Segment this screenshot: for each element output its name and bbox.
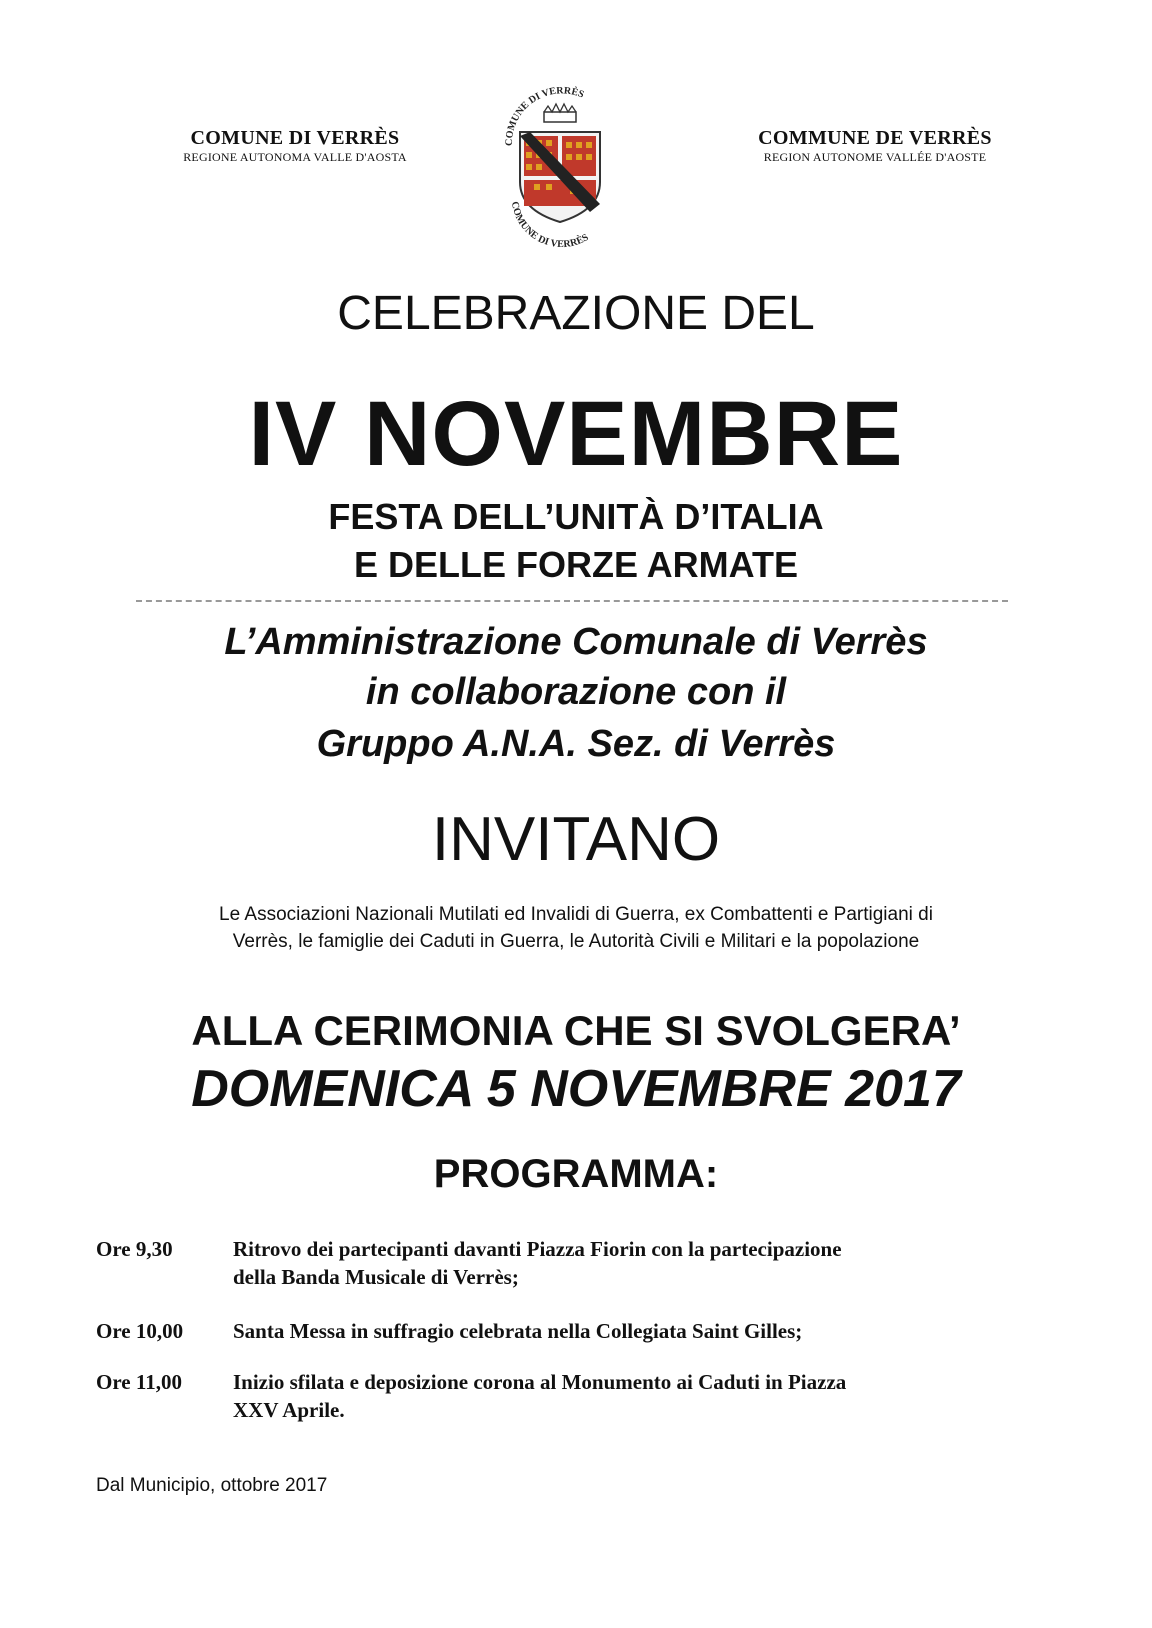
svg-text:COMUNE DI VERRÈS: COMUNE DI VERRÈS: [503, 85, 586, 147]
program-description: [233, 1317, 993, 1345]
municipality-name-it: COMUNE DI VERRÈS: [190, 127, 400, 149]
svg-text:COMUNE DI VERRÈS: COMUNE DI VERRÈS: [508, 200, 591, 251]
celebration-heading: CELEBRAZIONE DEL: [337, 287, 815, 340]
municipality-name-fr: COMMUNE DE VERRÈS: [758, 127, 992, 149]
organizer-line3: Gruppo A.N.A. Sez. di Verrès: [316, 723, 836, 765]
program-time: Ore 9,30: [96, 1237, 173, 1261]
ceremony-date: DOMENICA 5 NOVEMBRE 2017: [191, 1060, 961, 1118]
invitees-line2: Verrès, le famiglie dei Caduti in Guerra, le Autorità Civili e Militari e la popolazione: [232, 931, 920, 952]
festa-subtitle-line1: FESTA DELL’UNITÀ D’ITALIA: [328, 496, 824, 537]
program-description-line1: Inizio sfilata e deposizione corona al Monumento ai Caduti in Piazza: [233, 1370, 847, 1394]
region-name-it: REGIONE AUTONOMA VALLE D'AOSTA: [183, 150, 407, 164]
invitees-line1: Le Associazioni Nazionali Mutilati ed Invalidi di Guerra, ex Combattenti e Partigiani di: [219, 904, 933, 925]
festa-subtitle-line2: E DELLE FORZE ARMATE: [354, 544, 798, 585]
program-heading: PROGRAMMA:: [433, 1152, 719, 1196]
header-right: [720, 126, 1030, 164]
ceremony-heading: ALLA CERIMONIA CHE SI SVOLGERA’: [191, 1007, 961, 1054]
main-title: IV NOVEMBRE: [248, 383, 904, 485]
organizer-line2: in collaborazione con il: [365, 671, 787, 713]
header-left: [140, 126, 450, 164]
program-description-line2: XXV Aprile.: [233, 1398, 345, 1422]
program-time: Ore 11,00: [96, 1370, 182, 1394]
program-description: [233, 1235, 993, 1291]
municipal-crest-seal-icon: [490, 84, 630, 254]
footer-note: Dal Municipio, ottobre 2017: [96, 1475, 328, 1496]
invitano-heading: INVITANO: [431, 805, 721, 874]
program-time: Ore 10,00: [96, 1319, 184, 1343]
program-description-line1: Ritrovo dei partecipanti davanti Piazza Fiorin con la partecipazione: [233, 1237, 842, 1261]
region-name-fr: REGION AUTONOME VALLÉE D'AOSTE: [763, 150, 987, 164]
program-description: [233, 1368, 993, 1424]
program-description-line2: della Banda Musicale di Verrès;: [233, 1265, 519, 1289]
program-description-line1: Santa Messa in suffragio celebrata nella Collegiata Saint Gilles;: [233, 1319, 803, 1343]
dashed-divider: [136, 600, 1008, 602]
organizer-line1: L’Amministrazione Comunale di Verrès: [224, 621, 928, 663]
